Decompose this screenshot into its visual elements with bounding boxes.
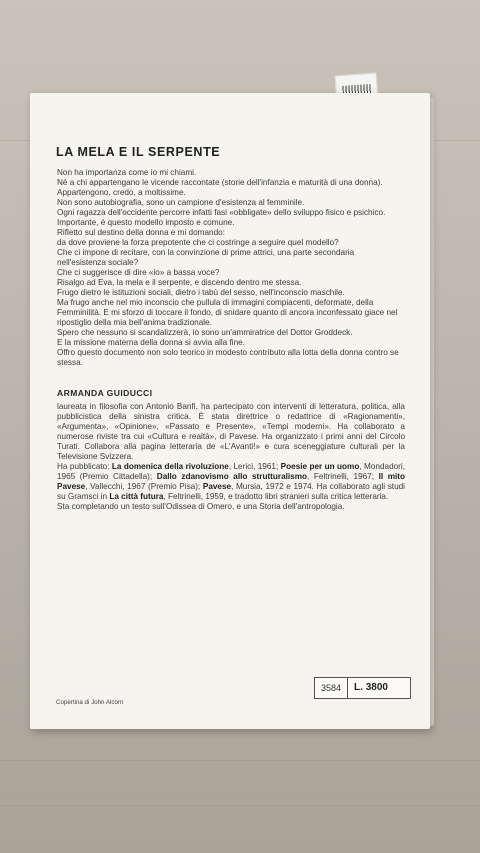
cover-credit: Copertina di John Alcorn (56, 699, 124, 706)
bio-text: , Vallecchi, 1967 (Premio Pisa); (85, 482, 203, 491)
book-work-title: Il mito Pavese (57, 472, 406, 491)
intro-line: E la missione materna della donna si avvia alla fine. (57, 338, 245, 347)
book-work-title: La città futura (109, 492, 164, 501)
author-name: ARMANDA GUIDUCCI (57, 388, 153, 398)
intro-line: Rifletto sul destino della donna e mi domando: (57, 228, 225, 237)
bio-paragraph: laureata in filosofia con Antonio Banfi, ha partecipato con interventi di letteratura, politica, alla pubblicistica della sinistra critica. È stata direttrice o redattrice di «Ragionamenti», «Argumenta», «Opinione», «Passato e Presente», «Tempi moderni». Ha collaborato a numerose riviste tra cui «Cultura e realtà», di Pavese. Ha organizzato i primi anni del Circolo Turati. Collabora alla pagina letteraria de «L'Avanti!» e cura sceneggiature culturali per la Televisione Svizzera. (57, 402, 405, 461)
intro-text (57, 168, 405, 368)
bio-text: , Feltrinelli, 1967; (307, 472, 379, 481)
bio-text: , Feltrinelli, 1959, e tradotto libri stranieri sulla critica letteraria. (163, 492, 389, 501)
book-title: LA MELA E IL SERPENTE (56, 145, 221, 159)
book-back-cover (30, 93, 430, 729)
intro-line: Importante, è questo modello imposto e comune. (57, 218, 235, 227)
intro-line: Risalgo ad Eva, la mela e il serpente, e discendo dentro me stessa. (57, 278, 302, 287)
price-value: L. 3800 (354, 682, 388, 693)
bio-text: , Mondadori, 1965 (Premio Cittadella); (57, 462, 405, 481)
intro-line: Non sono autobiografia, sono un campione d'esistenza al femminile. (57, 198, 305, 207)
book-work-title: Poesie per un uomo (280, 462, 360, 471)
intro-line: Appartengono, credo, a moltissime. (57, 188, 186, 197)
price-box (314, 677, 411, 699)
intro-line: Frugo dietro le istituzioni sociali, dietro i tabù del sesso, nell'inconscio maschile. (57, 288, 345, 297)
intro-line: Spero che nessuno si scandalizzerà, io sono un'ammiratrice del Dottor Groddeck. (57, 328, 353, 337)
intro-line: Né a chi appartengano le vicende raccontate (storie dell'infanzia e maturità di una donna). (57, 178, 383, 187)
intro-line: Che ci suggerisce di dire «io» a bassa voce? (57, 268, 220, 277)
intro-line: Non ha importanza come io mi chiami. (57, 168, 197, 177)
book-work-title: La domenica della rivoluzione (111, 462, 229, 471)
price-code: 3584 (315, 678, 348, 698)
intro-line: Ma frugo anche nel mio inconscio che pullula di immagini compiacenti, deformate, della Femminilità. E mi sforzo di toccare il fondo, di snidare quanto di ancora inconfessato giace nel ripostiglio della mia bell'anima tradizionale. (57, 298, 398, 327)
intro-line: Che ci impone di recitare, con la convinzione di prime attrici, una parte secondaria nell'esistenza sociale? (57, 248, 355, 267)
bio-text: Ha pubblicato: (57, 462, 112, 471)
bio-publications (57, 462, 405, 502)
intro-line: Ogni ragazza dell'occidente percorre infatti fasi «obbligate» dello sviluppo fisico e psichico. (57, 208, 386, 217)
intro-line: Offro questo documento non solo teorico in modesto contributo alla lotta della donna contro se stessa. (57, 348, 399, 367)
bio-text: , Mursia, 1972 e 1974. Ha collaborato agli studi su Gramsci in (57, 482, 405, 501)
bio-text: , Lerici, 1961; (228, 462, 281, 471)
author-bio (57, 402, 405, 512)
intro-line: da dove proviene la forza prepotente che ci costringe a seguire quel modello? (57, 238, 339, 247)
book-work-title: Dallo zdanovismo allo strutturalismo (156, 472, 308, 481)
book-work-title: Pavese (202, 482, 232, 491)
bio-paragraph: Sta completando un testo sull'Odissea di Omero, e una Storia dell'antropologia. (57, 502, 345, 511)
